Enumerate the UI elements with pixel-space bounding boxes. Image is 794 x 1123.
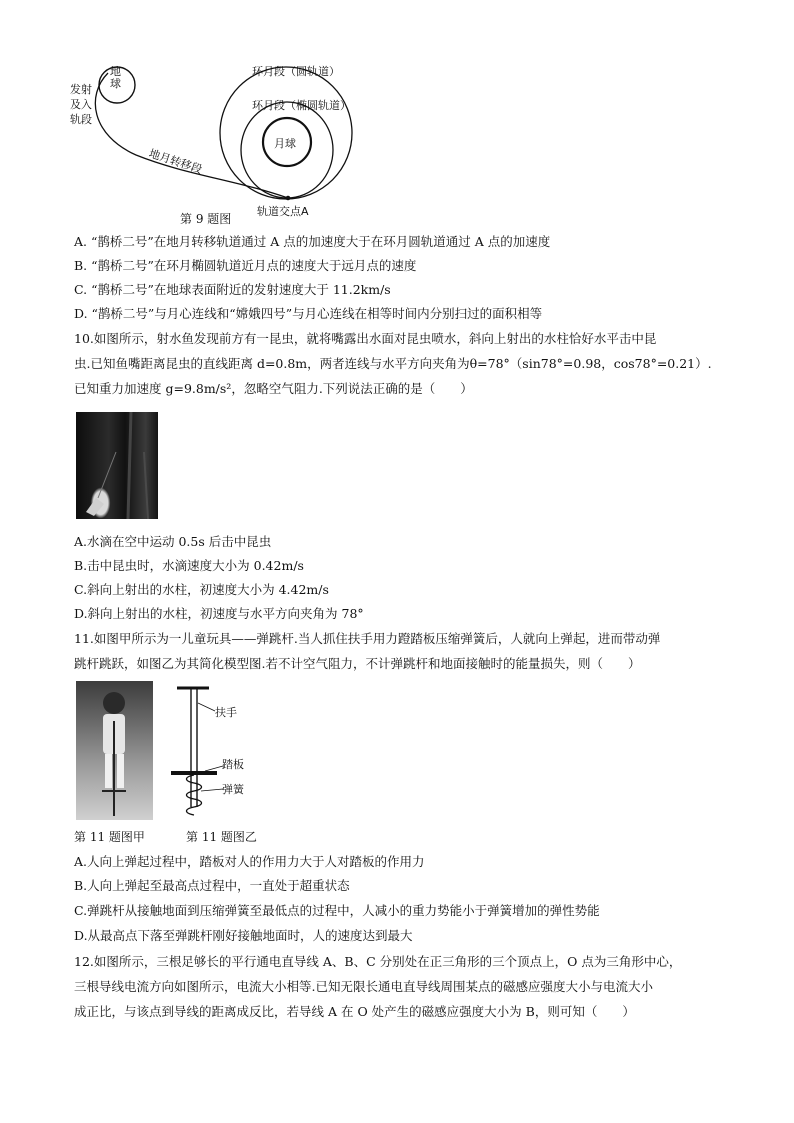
q11-caption-a: 第 11 题图甲 — [74, 830, 145, 844]
q11-stem-line-2: 跳杆跳跃，如图乙为其简化模型图.若不计空气阻力，不计弹跳杆和地面接触时的能量损失，则（ ） — [74, 656, 641, 671]
q11-caption-b: 第 11 题图乙 — [186, 830, 257, 844]
q10-option-b: B.击中昆虫时，水滴速度大小为 0.42m/s — [74, 558, 304, 573]
q12-stem-line-1: 12.如图所示，三根足够长的平行通电直导线 A、B、C 分别处在正三角形的三个顶点上，O 点为三角形中心， — [74, 954, 682, 969]
q9-option-a: A. “鹊桥二号”在地月转移轨道通过 A 点的加速度大于在环月圆轨道通过 A 点的加速度 — [74, 234, 551, 249]
q9-caption: 第 9 题图 — [180, 212, 232, 226]
spring-label: 弹簧 — [222, 783, 244, 796]
q11-option-a: A.人向上弹起过程中，踏板对人的作用力大于人对踏板的作用力 — [74, 854, 425, 869]
q12-stem-line-3: 成正比，与该点到导线的距离成反比，若导线 A 在 O 处产生的磁感应强度大小为 B，则可知（ ） — [74, 1004, 635, 1019]
spring — [187, 775, 202, 815]
q11-option-d: D.从最高点下落至弹跳杆刚好接触地面时，人的速度达到最大 — [74, 928, 413, 943]
transfer-label: 地月转移段 — [147, 146, 204, 177]
q10-stem-line-3: 已知重力加速度 g=9.8m/s²，忽略空气阻力.下列说法正确的是（ ） — [74, 381, 473, 396]
pedal — [171, 771, 217, 775]
handle-label: 扶手 — [215, 706, 237, 719]
earth-label: 地 球 — [110, 65, 121, 90]
q9-option-c: C. “鹊桥二号”在地球表面附近的发射速度大于 11.2km/s — [74, 282, 391, 297]
archerfish-sketch — [76, 412, 158, 519]
q12-stem-line-2: 三根导线电流方向如图所示，电流大小相等.已知无限长通电直导线周围某点的磁感应强度大小与电流大小 — [74, 979, 653, 994]
q10-option-a: A.水滴在空中运动 0.5s 后击中昆虫 — [74, 534, 272, 549]
intersection-label: 轨道交点A — [257, 205, 309, 218]
q11-option-c: C.弹跳杆从接触地面到压缩弹簧至最低点的过程中，人减小的重力势能小于弹簧增加的弹性势能 — [74, 903, 600, 918]
q10-option-c: C.斜向上射出的水柱，初速度大小为 4.42m/s — [74, 582, 329, 597]
q11-stem-line-1: 11.如图甲所示为一儿童玩具——弹跳杆.当人抓住扶手用力蹬踏板压缩弹簧后，人就向上弹起，进而带动弹 — [74, 631, 661, 646]
intersection-point-a — [286, 196, 291, 201]
q10-stem-line-2: 虫.已知鱼嘴距离昆虫的直线距离 d=0.8m，两者连线与水平方向夹角为θ=78°（sin78°=0.98，cos78°=0.21）. — [74, 356, 712, 371]
elliptical-orbit-label: 环月段（椭圆轨道） — [252, 99, 351, 112]
launch-label: 发射 及入 轨段 — [70, 83, 92, 126]
q11-option-b: B.人向上弹起至最高点过程中，一直处于超重状态 — [74, 878, 350, 893]
pedal-label: 踏板 — [222, 758, 244, 771]
q9-option-d: D. “鹊桥二号”与月心连线和“嫦娥四号”与月心连线在相等时间内分别扫过的面积相等 — [74, 306, 543, 321]
moon-label: 月球 — [274, 137, 296, 150]
pogo-stick-photo — [76, 681, 153, 820]
pogo-model-diagram — [165, 681, 275, 821]
child-on-pogo-sketch — [76, 681, 153, 820]
archerfish-photo — [76, 412, 158, 519]
q10-option-d: D.斜向上射出的水柱，初速度与水平方向夹角为 78° — [74, 606, 364, 621]
q10-stem-line-1: 10.如图所示，射水鱼发现前方有一昆虫，就将嘴露出水面对昆虫喷水，斜向上射出的水柱恰好水平击中昆 — [74, 331, 657, 346]
q9-option-b: B. “鹊桥二号”在环月椭圆轨道近月点的速度大于远月点的速度 — [74, 258, 417, 273]
circular-orbit-label: 环月段（圆轨道） — [252, 65, 340, 78]
